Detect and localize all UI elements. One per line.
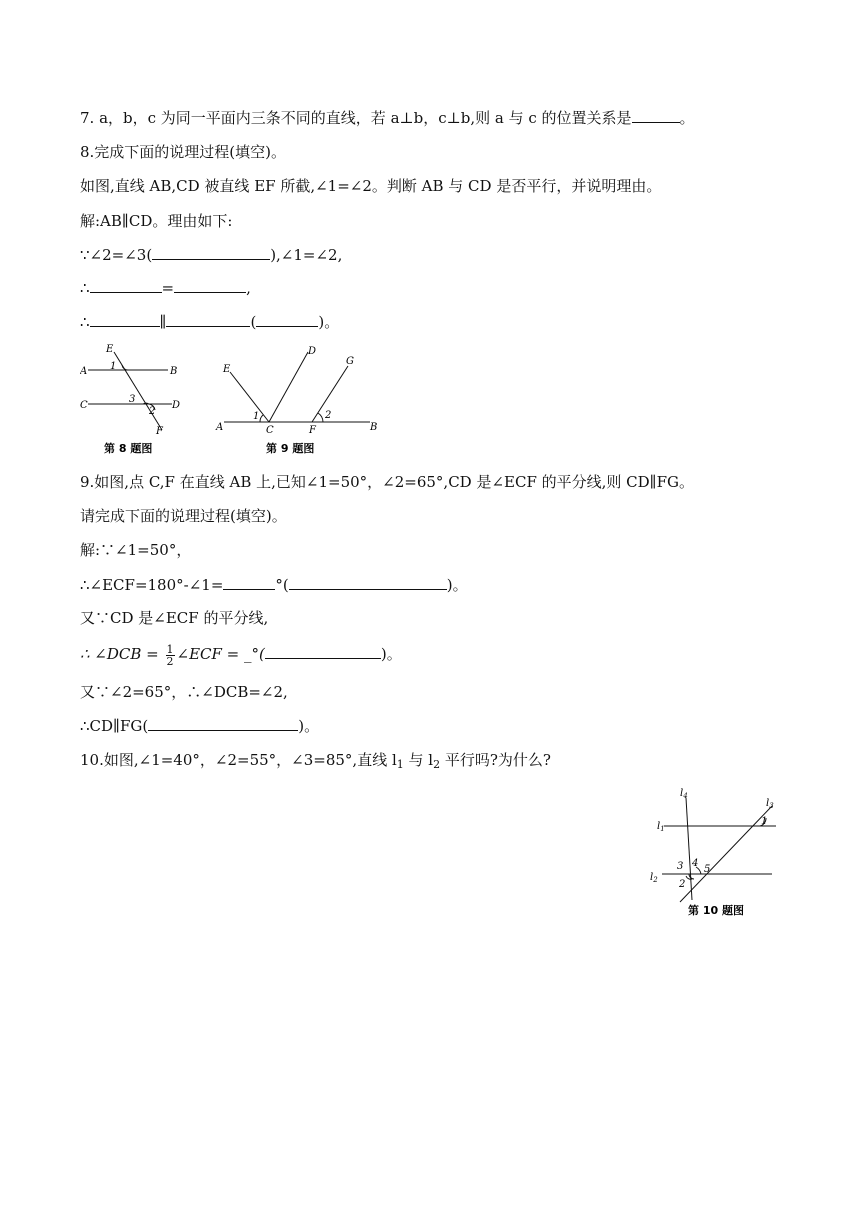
answer-blank[interactable] xyxy=(632,107,680,123)
label-C: C xyxy=(80,400,88,411)
q8-solution-intro: 解:AB∥CD。理由如下: xyxy=(80,212,233,230)
label-G: G xyxy=(346,356,354,367)
label-F: F xyxy=(156,426,163,437)
answer-blank[interactable] xyxy=(174,277,246,293)
label-B: B xyxy=(170,366,178,377)
q8-step-2: ∴ = , xyxy=(80,279,251,297)
label-C: C xyxy=(266,425,274,436)
q9-step-3: ∴ ∠DCB = $\frac{1}{2}$ ∠ECF = _°( )。 xyxy=(80,642,402,668)
answer-blank[interactable] xyxy=(265,643,381,659)
q10-stem: 10.如图,∠1=40°，∠2=55°，∠3=85°,直线 $l_1$ 与 $l_2$ 平行吗?为什么? xyxy=(80,751,551,771)
label-B: B xyxy=(370,422,378,433)
angle-2-label: 2 xyxy=(325,410,332,421)
angle-3-label: 3 xyxy=(677,861,684,872)
answer-blank[interactable] xyxy=(289,574,447,590)
answer-blank[interactable] xyxy=(256,311,318,327)
angle-2-label: 2 xyxy=(679,879,686,890)
answer-blank[interactable] xyxy=(90,311,160,327)
angle-4-label: 4 xyxy=(692,858,699,869)
q8-step-3: ∴ ∥ ( )。 xyxy=(80,313,340,331)
q9-solution-intro: 解:∵∠1=50°， xyxy=(80,541,192,559)
label-D: D xyxy=(308,346,317,357)
angle-2-label: 2 xyxy=(149,406,156,417)
fraction-one-half: $\frac{1}{2}$ xyxy=(166,642,174,668)
q8-stem: 如图,直线 AB,CD 被直线 EF 所截,∠1=∠2。判断 AB 与 CD 是否平行，并说明理由。 xyxy=(80,177,662,195)
label-l4: $l_4$ xyxy=(680,788,688,800)
label-l2: $l_2$ xyxy=(650,872,658,884)
figure-8-caption: 第 8 题图 xyxy=(104,442,153,455)
figure-8 xyxy=(80,342,200,460)
figure-10 xyxy=(646,784,786,924)
answer-blank[interactable] xyxy=(166,311,250,327)
angle-1-label: 1 xyxy=(761,816,768,827)
label-F: F xyxy=(309,425,316,436)
q9-step-4: 又∵∠2=65°，∴∠DCB=∠2, xyxy=(80,683,288,701)
label-E: E xyxy=(223,364,231,375)
q9-step-5: ∴CD∥FG( )。 xyxy=(80,717,320,735)
angle-1-label: 1 xyxy=(253,411,260,422)
figure-10-caption: 第 10 题图 xyxy=(688,904,744,917)
q9-step-2: 又∵CD 是∠ECF 的平分线, xyxy=(80,609,269,627)
label-D: D xyxy=(172,400,181,411)
angle-1-label: 1 xyxy=(110,361,117,372)
q9-stem-2: 请完成下面的说理过程(填空)。 xyxy=(80,507,287,525)
answer-blank[interactable] xyxy=(152,244,270,260)
angle-3-label: 3 xyxy=(129,394,136,405)
question-7: 7. a，b，c 为同一平面内三条不同的直线，若 a⊥b，c⊥b,则 a 与 c 的位置关系是 。 xyxy=(80,109,695,127)
answer-blank[interactable] xyxy=(223,574,275,590)
q8-step-1: ∵∠2=∠3( ),∠1=∠2, xyxy=(80,246,343,264)
label-A: A xyxy=(80,366,88,377)
q9-stem: 9.如图,点 C,F 在直线 AB 上,已知∠1=50°，∠2=65°,CD 是∠ECF 的平分线,则 CD∥FG。 xyxy=(80,473,694,491)
angle-5-label: 5 xyxy=(704,864,711,875)
label-l1: $l_1$ xyxy=(657,821,665,833)
answer-blank[interactable] xyxy=(90,277,162,293)
q8-title: 8.完成下面的说理过程(填空)。 xyxy=(80,143,287,161)
q7-text: 7. a，b，c 为同一平面内三条不同的直线，若 a⊥b，c⊥b,则 a 与 c 的位置关系是 xyxy=(80,109,632,127)
answer-blank[interactable] xyxy=(148,715,298,731)
q9-step-1: ∴∠ECF=180°-∠1= °( )。 xyxy=(80,576,468,594)
figure-9-caption: 第 9 题图 xyxy=(266,442,315,455)
figure-9 xyxy=(212,342,384,460)
label-E: E xyxy=(106,344,114,355)
label-A: A xyxy=(216,422,224,433)
label-l3: $l_3$ xyxy=(766,798,774,810)
